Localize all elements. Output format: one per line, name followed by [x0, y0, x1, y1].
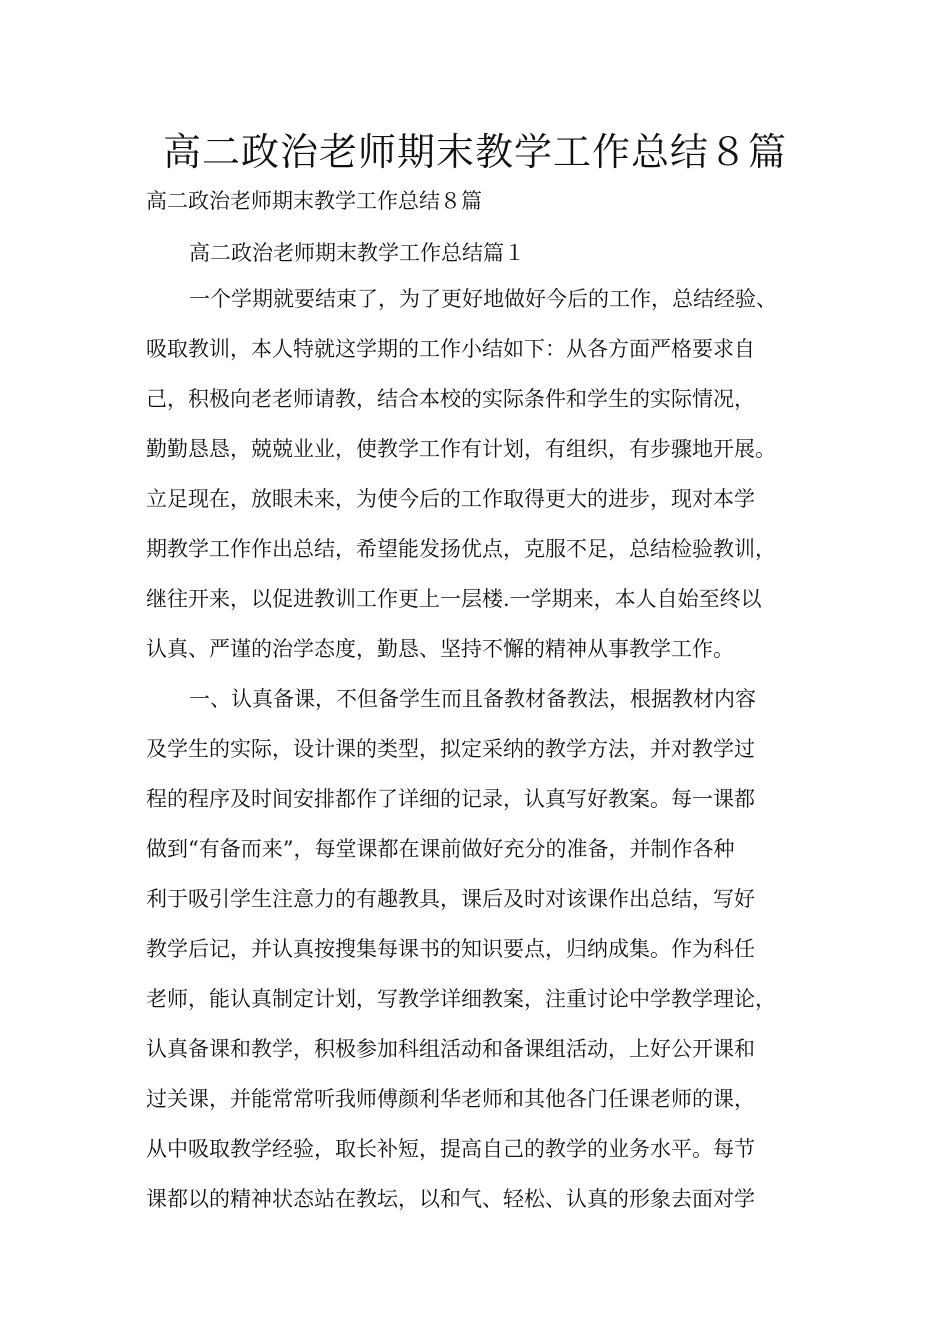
document-title: 高二政治老师期末教学工作总结８篇	[162, 130, 787, 174]
paragraph-line: 一个学期就要结束了，为了更好地做好今后的工作，总结经验、	[189, 287, 777, 311]
paragraph-1	[146, 274, 816, 674]
paragraph-line: 及学生的实际，设计课的类型，拟定采纳的教学方法，并对教学过	[146, 737, 755, 761]
paragraph-line: 做到“有备而来”，每堂课都在课前做好充分的准备，并制作各种	[146, 837, 735, 861]
paragraph-line: 利于吸引学生注意力的有趣教具，课后及时对该课作出总结，写好	[146, 887, 755, 911]
paragraph-line: 吸取教训，本人特就这学期的工作小结如下：从各方面严格要求自	[146, 337, 755, 361]
paragraph-line: 立足现在，放眼未来，为使今后的工作取得更大的进步，现对本学	[146, 487, 755, 511]
paragraph-line: 教学后记，并认真按搜集每课书的知识要点，归纳成集。作为科任	[146, 937, 755, 961]
paragraph-line: 认真备课和教学，积极参加科组活动和备课组活动，上好公开课和	[146, 1037, 755, 1061]
paragraph-line: 一、认真备课，不但备学生而且备教材备教法，根据教材内容	[189, 687, 756, 711]
paragraph-line: 己，积极向老老师请教，结合本校的实际条件和学生的实际情况，	[146, 387, 755, 411]
section-heading: 高二政治老师期末教学工作总结篇１	[189, 241, 525, 265]
paragraph-line: 继往开来，以促进教训工作更上一层楼.一学期来，本人自始至终以	[146, 587, 762, 611]
document-subtitle: 高二政治老师期末教学工作总结８篇	[146, 189, 482, 213]
paragraph-line: 从中吸取教学经验，取长补短，提高自己的教学的业务水平。每节	[146, 1137, 755, 1161]
paragraph-line: 课都以的精神状态站在教坛，以和气、轻松、认真的形象去面对学	[146, 1187, 755, 1211]
paragraph-line: 期教学工作作出总结，希望能发扬优点，克服不足，总结检验教训，	[146, 537, 776, 561]
paragraph-line: 勤勤恳恳，兢兢业业，使教学工作有计划，有组织，有步骤地开展。	[146, 437, 776, 461]
paragraph-line: 程的程序及时间安排都作了详细的记录，认真写好教案。每一课都	[146, 787, 755, 811]
paragraph-line: 过关课，并能常常听我师傅颜利华老师和其他各门任课老师的课，	[146, 1087, 755, 1111]
paragraph-2	[146, 674, 816, 1224]
paragraph-line: 老师，能认真制定计划，写教学详细教案，注重讨论中学教学理论，	[146, 987, 776, 1011]
paragraph-line: 认真、严谨的治学态度，勤恳、坚持不懈的精神从事教学工作。	[146, 637, 734, 661]
